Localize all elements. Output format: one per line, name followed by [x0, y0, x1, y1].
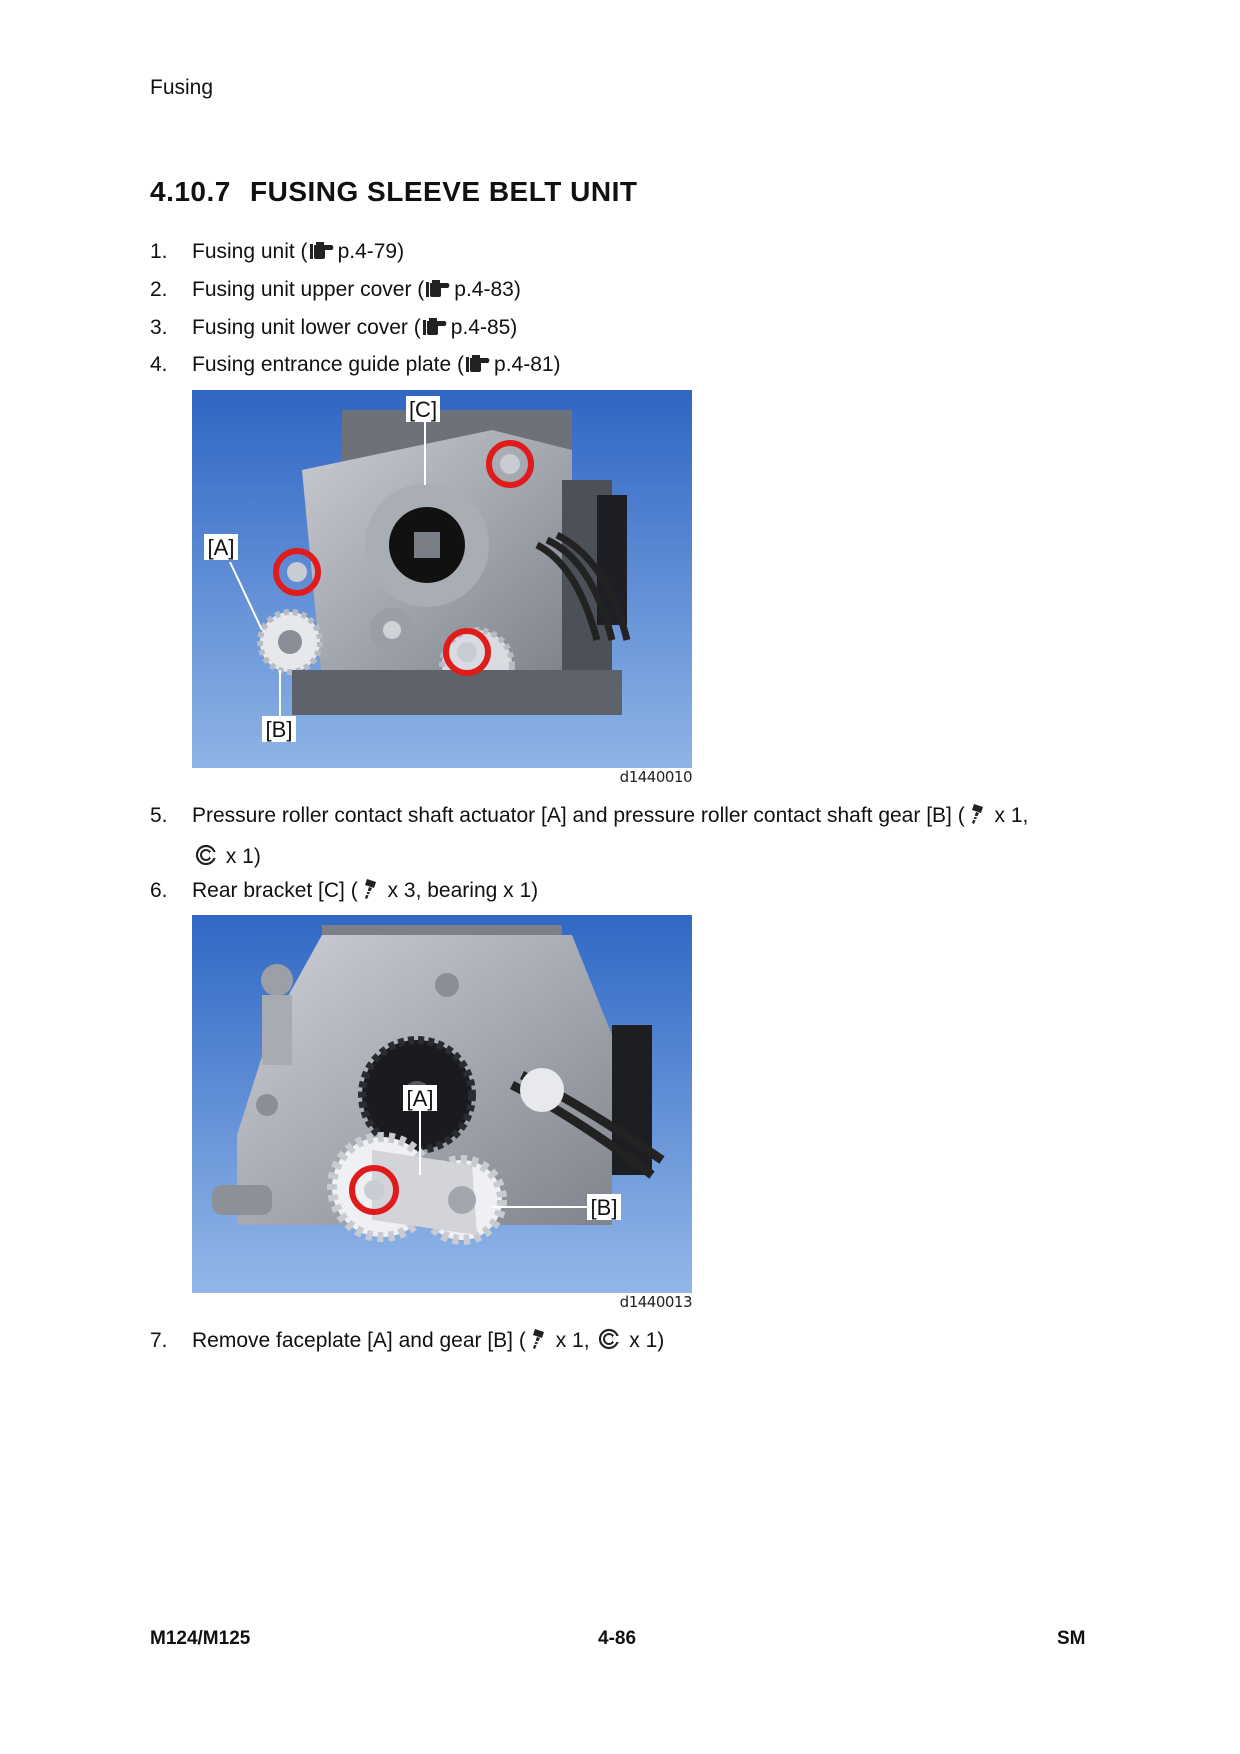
step-7: 7. Remove faceplate [A] and gear [B] ( x 1, x 1): [150, 1328, 664, 1356]
label-b: [B]: [590, 1195, 618, 1220]
footer-doc-code: SM: [1057, 1628, 1086, 1649]
section-title-text: FUSING SLEEVE BELT UNIT: [250, 176, 638, 207]
pointing-hand-icon: [466, 354, 492, 380]
fusing-unit-rear-photo: [192, 390, 692, 768]
fusing-unit-gear-photo: [192, 915, 692, 1293]
step-5: 5. Pressure roller contact shaft actuator [A] and pressure roller contact shaft gear [B] ( x 1, x 1): [150, 803, 1080, 872]
step-4: 4. Fusing entrance guide plate ( p.4-81): [150, 353, 561, 380]
section-title: [150, 176, 637, 208]
step-1: 1. Fusing unit ( p.4-79): [150, 240, 404, 267]
e-ring-icon: [194, 844, 218, 872]
figure-id: d1440013: [619, 1293, 692, 1311]
screw-icon: [528, 1328, 548, 1356]
figure-1: [192, 390, 692, 786]
section-number: 4.10.7: [150, 176, 231, 207]
step-3: 3. Fusing unit lower cover ( p.4-85): [150, 316, 517, 343]
figure-2: [192, 915, 692, 1311]
pointing-hand-icon: [423, 317, 449, 343]
figure-id: d1440010: [619, 768, 692, 786]
footer-page-number: 4-86: [598, 1628, 637, 1649]
running-header: Fusing: [150, 76, 214, 99]
e-ring-icon: [597, 1328, 621, 1356]
screw-icon: [360, 878, 380, 906]
label-a: [A]: [406, 1086, 434, 1111]
step-2: 2. Fusing unit upper cover ( p.4-83): [150, 278, 521, 305]
footer-model: M124/M125: [150, 1628, 251, 1649]
label-b: [B]: [265, 717, 293, 742]
pointing-hand-icon: [310, 241, 336, 267]
pointing-hand-icon: [426, 279, 452, 305]
screw-icon: [967, 803, 987, 831]
step-6: 6. Rear bracket [C] ( x 3, bearing x 1): [150, 878, 538, 906]
label-a: [A]: [207, 535, 235, 560]
label-c: [C]: [408, 397, 438, 422]
